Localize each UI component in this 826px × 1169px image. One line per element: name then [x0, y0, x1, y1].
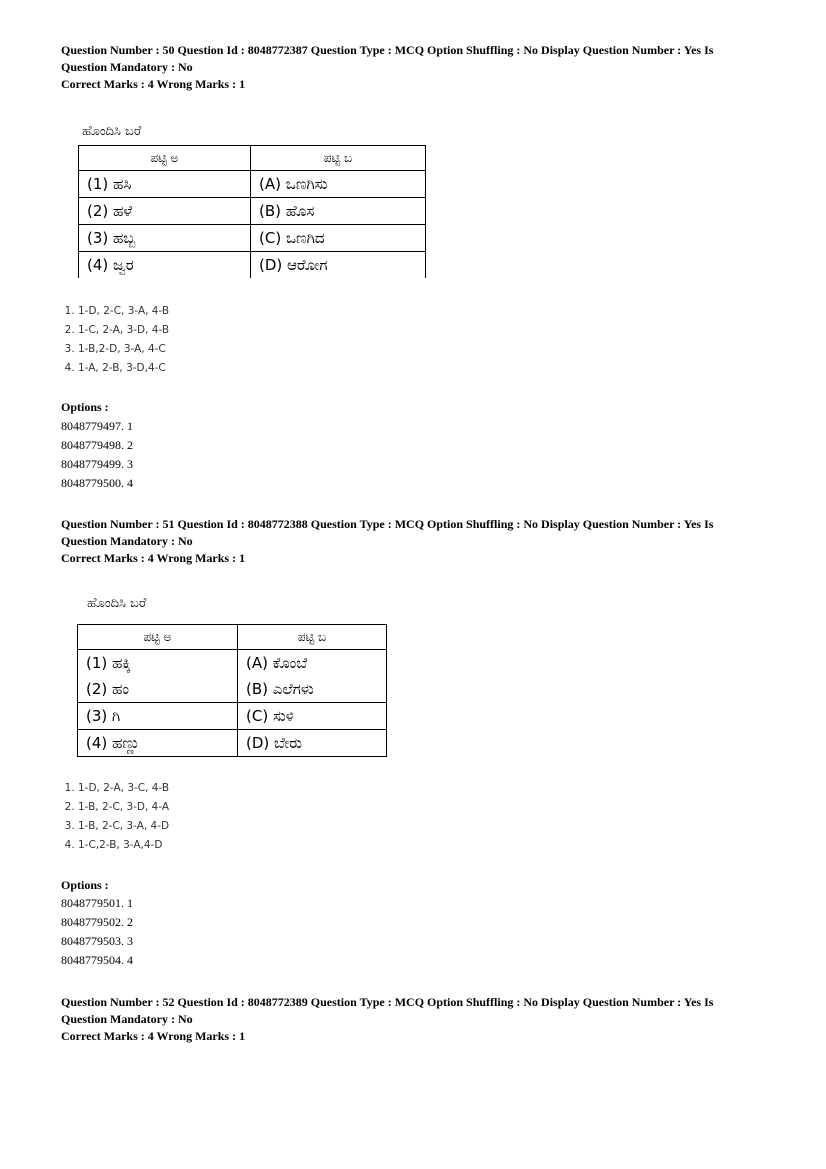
answer-choice: 3. 1-B, 2-C, 3-A, 4-D: [78, 817, 169, 836]
answer-choice: 2. 1-C, 2-A, 3-D, 4-B: [78, 321, 169, 340]
question-52-header: [61, 994, 761, 1045]
row-left: (4) ಜ್ವರ: [79, 252, 251, 279]
answer-choice: 1. 1-D, 2-C, 3-A, 4-B: [78, 302, 169, 321]
col1-header: ಪಟ್ಟಿ ಅ: [79, 146, 251, 171]
match-title: ಹೊಂದಿಸಿ ಬರೆ: [87, 596, 147, 611]
options-title: Options :: [61, 400, 109, 414]
question-50-header: [61, 42, 761, 93]
option-item: 8048779497. 1: [61, 419, 133, 433]
option-item: 8048779502. 2: [61, 915, 133, 929]
row-left: (3) ಗಿ: [78, 703, 238, 730]
row-left: (1) ಹಸಿ: [79, 171, 251, 198]
row-left: (3) ಹಬ್ಬ: [79, 225, 251, 252]
col2-header: ಪಟ್ಟಿ ಬ: [238, 625, 387, 650]
row-right: (B) ಹೊಸ: [251, 198, 426, 225]
row-right: (C) ಒಣಗಿದ: [251, 225, 426, 252]
row-right: (D) ಆರೋಗ: [251, 252, 426, 279]
option-item: 8048779499. 3: [61, 457, 133, 471]
answer-choices: [60, 779, 169, 855]
match-table: [78, 145, 426, 278]
answer-choice: 2. 1-B, 2-C, 3-D, 4-A: [78, 798, 169, 817]
answer-choice: 1. 1-D, 2-A, 3-C, 4-B: [78, 779, 169, 798]
row-right: (C) ಸುಳಿ: [238, 703, 387, 730]
question-meta: Question Number : 50 Question Id : 8048772387 Question Type : MCQ Option Shuffling : No Display Question Number : Yes Is: [61, 43, 714, 57]
option-item: 8048779500. 4: [61, 476, 133, 490]
question-mandatory: Question Mandatory : No: [61, 60, 193, 74]
row-right: (A) ಕೊಂಬೆ: [238, 650, 387, 677]
option-item: 8048779501. 1: [61, 896, 133, 910]
row-left: (1) ಹಕ್ಕಿ: [78, 650, 238, 677]
answer-choice: 3. 1-B,2-D, 3-A, 4-C: [78, 340, 169, 359]
row-left: (2) ಹಳೆ: [79, 198, 251, 225]
col2-header: ಪಟ್ಟಿ ಬ: [251, 146, 426, 171]
answer-choice: 4. 1-C,2-B, 3-A,4-D: [78, 836, 169, 855]
options-list: [61, 894, 133, 970]
row-right: (B) ಎಲೆಗಳು: [238, 676, 387, 703]
question-51-header: [61, 516, 761, 567]
answer-choice: 4. 1-A, 2-B, 3-D,4-C: [78, 359, 169, 378]
col1-header: ಪಟ್ಟಿ ಅ: [78, 625, 238, 650]
question-marks: Correct Marks : 4 Wrong Marks : 1: [61, 1029, 246, 1043]
row-left: (2) ಹಂ: [78, 676, 238, 703]
row-right: (A) ಒಣಗಿಸು: [251, 171, 426, 198]
options-title: Options :: [61, 878, 109, 892]
option-item: 8048779504. 4: [61, 953, 133, 967]
match-table: [77, 624, 387, 757]
question-meta: Question Number : 51 Question Id : 8048772388 Question Type : MCQ Option Shuffling : No Display Question Number : Yes Is: [61, 517, 714, 531]
question-mandatory: Question Mandatory : No: [61, 1012, 193, 1026]
question-marks: Correct Marks : 4 Wrong Marks : 1: [61, 77, 246, 91]
option-item: 8048779498. 2: [61, 438, 133, 452]
row-right: (D) ಬೇರು: [238, 730, 387, 757]
row-left: (4) ಹಣ್ಣು: [78, 730, 238, 757]
match-title: ಹೊಂದಿಸಿ ಬರೆ: [82, 124, 142, 139]
question-meta: Question Number : 52 Question Id : 8048772389 Question Type : MCQ Option Shuffling : No Display Question Number : Yes Is: [61, 995, 714, 1009]
answer-choices: [60, 302, 169, 378]
question-mandatory: Question Mandatory : No: [61, 534, 193, 548]
option-item: 8048779503. 3: [61, 934, 133, 948]
options-list: [61, 417, 133, 493]
question-marks: Correct Marks : 4 Wrong Marks : 1: [61, 551, 246, 565]
